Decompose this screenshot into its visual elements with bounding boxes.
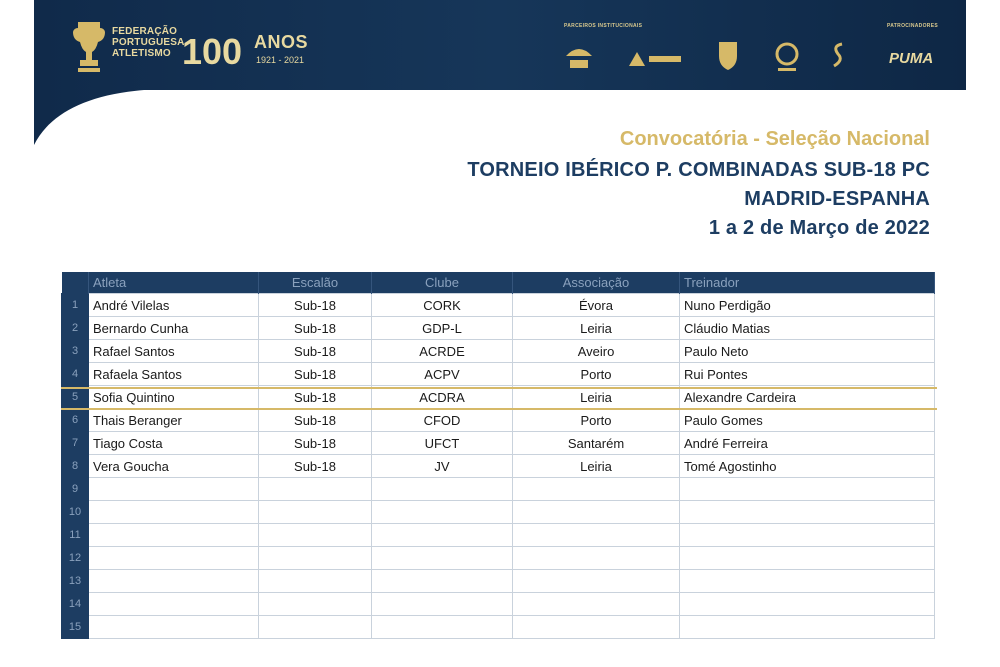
federation-name	[112, 26, 185, 59]
cell-atleta: Vera Goucha	[89, 455, 259, 478]
table-row	[62, 317, 935, 340]
row-number: 2	[62, 317, 89, 340]
cell-atleta	[89, 501, 259, 524]
cell-clube: ACDRA	[372, 386, 513, 409]
cell-atleta: Thais Beranger	[89, 409, 259, 432]
row-number: 11	[62, 524, 89, 547]
sponsors-label: PATROCINADORES	[887, 23, 938, 29]
cell-atleta	[89, 570, 259, 593]
table-row	[62, 478, 935, 501]
cell-treinador	[680, 501, 935, 524]
cell-escalao: Sub-18	[259, 386, 372, 409]
cell-escalao	[259, 478, 372, 501]
cell-associacao: Leiria	[513, 455, 680, 478]
cell-atleta: Rafaela Santos	[89, 363, 259, 386]
cell-clube	[372, 547, 513, 570]
cell-escalao	[259, 593, 372, 616]
cell-treinador	[680, 570, 935, 593]
highlight-line-top	[61, 387, 937, 389]
cell-clube	[372, 524, 513, 547]
row-number: 13	[62, 570, 89, 593]
cell-clube: ACRDE	[372, 340, 513, 363]
cell-treinador: Nuno Perdigão	[680, 294, 935, 317]
cell-atleta: Sofia Quintino	[89, 386, 259, 409]
table-body	[62, 294, 935, 639]
cell-clube	[372, 501, 513, 524]
row-number: 6	[62, 409, 89, 432]
cell-associacao: Leiria	[513, 317, 680, 340]
highlight-line-bottom	[61, 408, 937, 410]
cell-treinador: Alexandre Cardeira	[680, 386, 935, 409]
cell-associacao	[513, 547, 680, 570]
partners-label: PARCEIROS INSTITUCIONAIS	[564, 23, 643, 29]
row-number: 8	[62, 455, 89, 478]
cell-escalao	[259, 616, 372, 639]
cell-atleta: Bernardo Cunha	[89, 317, 259, 340]
row-number: 5	[62, 386, 89, 409]
cell-atleta	[89, 478, 259, 501]
title-block	[467, 128, 930, 246]
table-row	[62, 432, 935, 455]
athletes-table	[61, 272, 935, 639]
cell-clube	[372, 478, 513, 501]
cell-escalao	[259, 547, 372, 570]
cell-atleta	[89, 547, 259, 570]
cell-associacao	[513, 570, 680, 593]
header-associacao: Associação	[513, 272, 680, 294]
cell-treinador	[680, 547, 935, 570]
cell-escalao: Sub-18	[259, 340, 372, 363]
header-atleta: Atleta	[89, 272, 259, 294]
cell-atleta	[89, 616, 259, 639]
cell-escalao: Sub-18	[259, 432, 372, 455]
cell-associacao: Porto	[513, 363, 680, 386]
row-number: 14	[62, 593, 89, 616]
centenary-anos: ANOS	[254, 32, 309, 52]
cell-clube: ACPV	[372, 363, 513, 386]
partner-logo-4-icon	[774, 40, 800, 74]
cell-clube: CFOD	[372, 409, 513, 432]
table-row	[62, 570, 935, 593]
cell-associacao: Porto	[513, 409, 680, 432]
table-row	[62, 616, 935, 639]
row-number: 4	[62, 363, 89, 386]
partner-logo-2-icon	[627, 48, 685, 68]
cell-atleta	[89, 524, 259, 547]
table-row	[62, 340, 935, 363]
cell-treinador	[680, 524, 935, 547]
event-title: TORNEIO IBÉRICO P. COMBINADAS SUB-18 PC	[467, 159, 930, 181]
cell-escalao: Sub-18	[259, 455, 372, 478]
header-clube: Clube	[372, 272, 513, 294]
cell-atleta: André Vilelas	[89, 294, 259, 317]
cell-escalao: Sub-18	[259, 317, 372, 340]
header-treinador: Treinador	[680, 272, 935, 294]
centenary-years: 1921 - 2021	[256, 55, 305, 65]
centenary-number: 100	[182, 31, 243, 72]
cell-treinador: Paulo Neto	[680, 340, 935, 363]
federation-line-2: PORTUGUESA	[112, 37, 185, 48]
table-row	[62, 593, 935, 616]
cell-atleta: Rafael Santos	[89, 340, 259, 363]
cell-treinador: Paulo Gomes	[680, 409, 935, 432]
header-number	[62, 272, 89, 294]
table-row	[62, 455, 935, 478]
cell-escalao: Sub-18	[259, 363, 372, 386]
cell-escalao	[259, 570, 372, 593]
cell-escalao	[259, 501, 372, 524]
cell-clube	[372, 593, 513, 616]
partner-logo-1-icon	[564, 40, 594, 74]
cell-treinador: André Ferreira	[680, 432, 935, 455]
header-escalao: Escalão	[259, 272, 372, 294]
cell-treinador: Tomé Agostinho	[680, 455, 935, 478]
row-number: 9	[62, 478, 89, 501]
subtitle: Convocatória - Seleção Nacional	[619, 128, 930, 150]
table-row	[62, 524, 935, 547]
table-row	[62, 409, 935, 432]
federation-line-1: FEDERAÇÃO	[112, 26, 178, 37]
row-number: 10	[62, 501, 89, 524]
federation-line-3: ATLETISMO	[112, 48, 171, 59]
partner-logo-3-icon	[716, 40, 740, 74]
cell-treinador: Cláudio Matias	[680, 317, 935, 340]
cell-treinador: Rui Pontes	[680, 363, 935, 386]
cell-escalao: Sub-18	[259, 409, 372, 432]
cell-escalao	[259, 524, 372, 547]
cell-associacao	[513, 524, 680, 547]
row-number: 3	[62, 340, 89, 363]
cell-associacao: Aveiro	[513, 340, 680, 363]
row-number: 12	[62, 547, 89, 570]
cell-clube: GDP-L	[372, 317, 513, 340]
cell-clube	[372, 616, 513, 639]
cell-associacao	[513, 501, 680, 524]
partner-logo-5-icon	[830, 40, 846, 74]
trophy-icon	[70, 18, 108, 76]
puma-logo: PUMA	[889, 50, 934, 67]
cell-associacao: Leiria	[513, 386, 680, 409]
cell-clube: CORK	[372, 294, 513, 317]
cell-treinador	[680, 593, 935, 616]
document-page	[34, 0, 966, 667]
cell-associacao: Santarém	[513, 432, 680, 455]
event-dates: 1 a 2 de Março de 2022	[708, 217, 930, 239]
cell-associacao: Évora	[513, 294, 680, 317]
table-row	[62, 547, 935, 570]
table-row	[62, 294, 935, 317]
cell-clube: JV	[372, 455, 513, 478]
table-header	[62, 272, 935, 294]
cell-escalao: Sub-18	[259, 294, 372, 317]
cell-associacao	[513, 616, 680, 639]
cell-associacao	[513, 478, 680, 501]
table-row	[62, 501, 935, 524]
cell-atleta: Tiago Costa	[89, 432, 259, 455]
row-number: 7	[62, 432, 89, 455]
cell-clube	[372, 570, 513, 593]
cell-treinador	[680, 616, 935, 639]
event-location: MADRID-ESPANHA	[744, 188, 930, 210]
cell-associacao	[513, 593, 680, 616]
table-row	[62, 363, 935, 386]
row-number: 1	[62, 294, 89, 317]
cell-treinador	[680, 478, 935, 501]
row-number: 15	[62, 616, 89, 639]
cell-clube: UFCT	[372, 432, 513, 455]
cell-atleta	[89, 593, 259, 616]
